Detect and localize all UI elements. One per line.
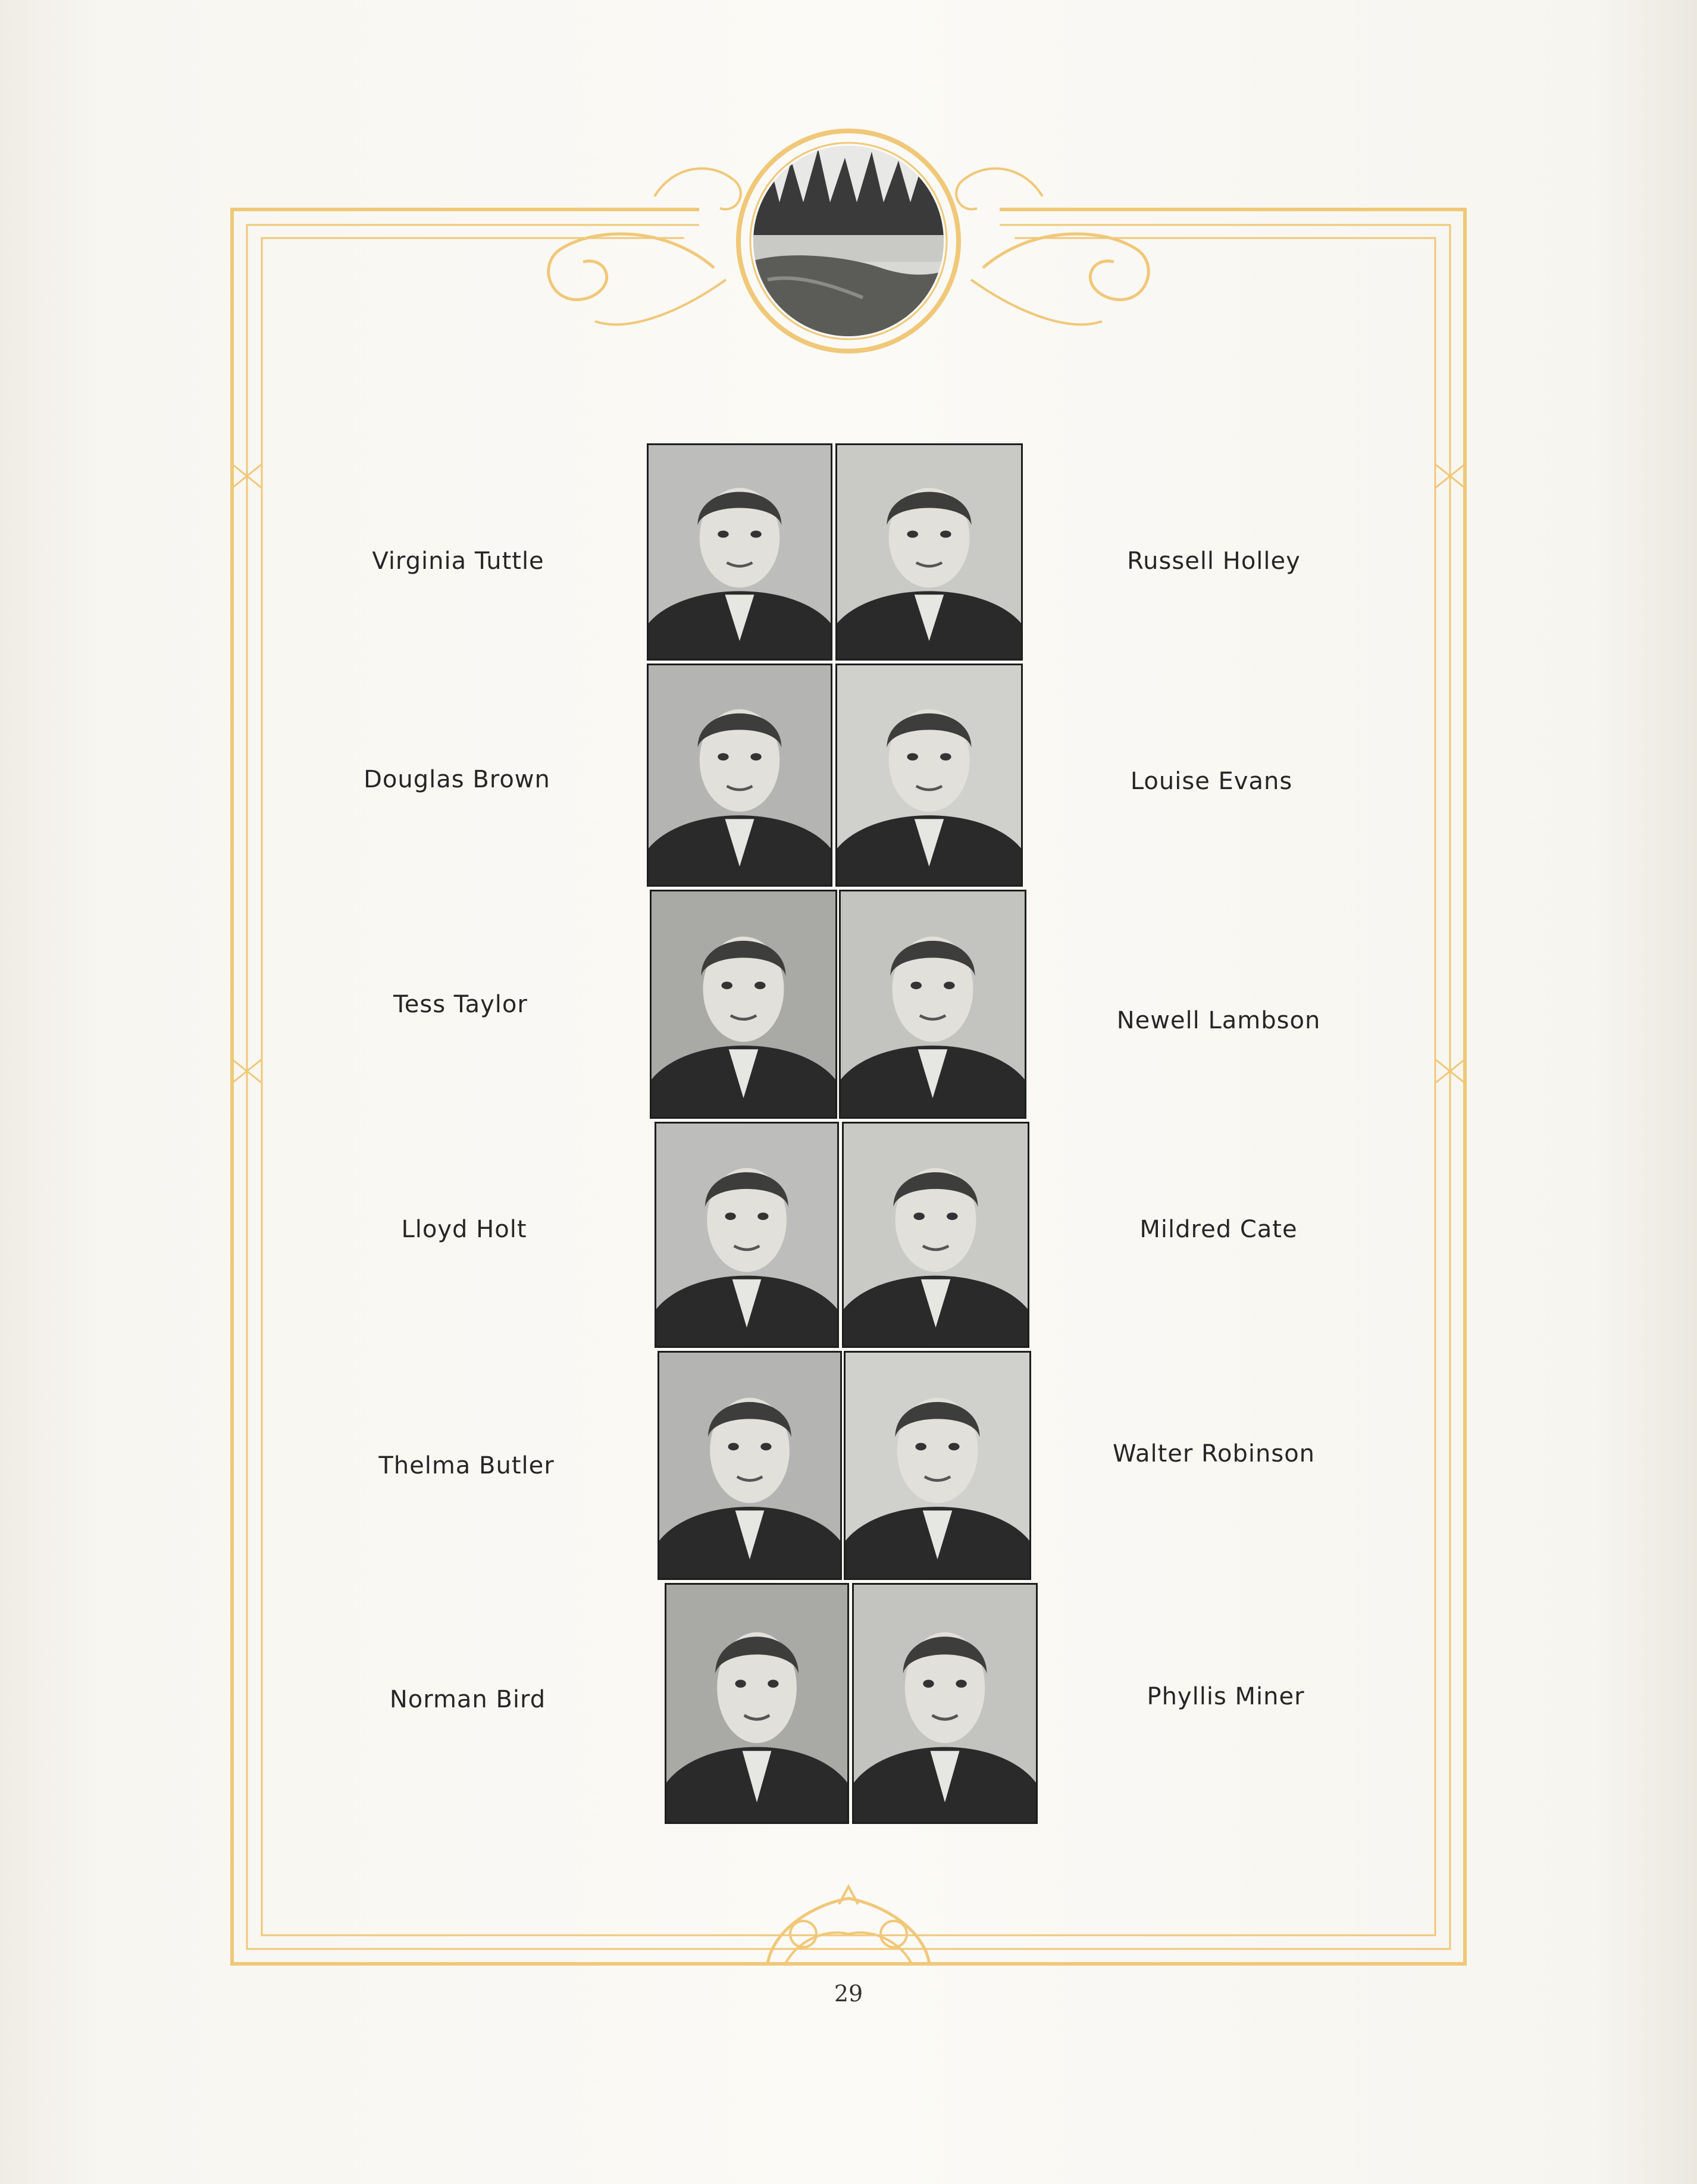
student-portrait xyxy=(835,443,1023,661)
student-portrait xyxy=(647,664,832,887)
student-portrait xyxy=(657,1351,842,1580)
student-portrait xyxy=(844,1351,1031,1580)
student-name: Douglas Brown xyxy=(364,766,550,793)
student-portrait xyxy=(650,890,837,1119)
student-name: Thelma Butler xyxy=(378,1452,555,1479)
student-name: Russell Holley xyxy=(1127,547,1301,575)
student-portrait xyxy=(842,1122,1029,1348)
student-name: Newell Lambson xyxy=(1116,1007,1321,1034)
student-portrait xyxy=(655,1122,839,1348)
student-name: Virginia Tuttle xyxy=(372,547,544,575)
student-portrait xyxy=(852,1583,1038,1824)
student-name: Norman Bird xyxy=(389,1686,546,1713)
student-name: Phyllis Miner xyxy=(1147,1683,1305,1710)
student-portrait xyxy=(647,443,832,661)
student-name: Lloyd Holt xyxy=(401,1216,527,1243)
student-portrait xyxy=(665,1583,849,1824)
student-portrait xyxy=(835,664,1023,887)
student-name: Louise Evans xyxy=(1130,768,1293,795)
student-portrait xyxy=(839,890,1026,1119)
student-name: Walter Robinson xyxy=(1112,1440,1316,1468)
forest-river-landscape-image xyxy=(750,143,952,345)
student-name: Mildred Cate xyxy=(1139,1216,1298,1243)
student-name: Tess Taylor xyxy=(393,991,528,1018)
page-number: 29 xyxy=(834,1980,863,2007)
